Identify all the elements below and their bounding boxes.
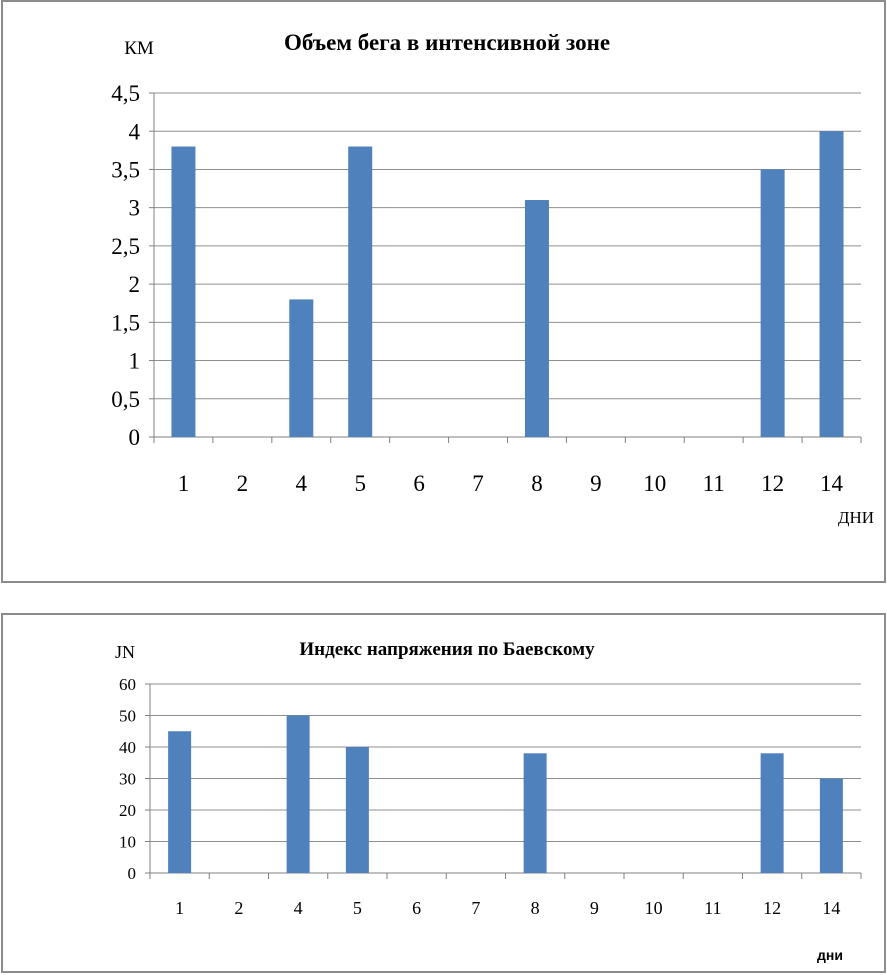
bar-day-1 [168,731,191,873]
y-tick-label: 4 [128,119,140,145]
y-axis-label: КМ [124,38,154,59]
bar-day-14 [820,131,844,437]
x-tick-label: 4 [293,898,303,918]
x-tick-label: 11 [704,898,722,918]
x-tick-label: 7 [471,898,481,918]
bar-day-5 [346,747,369,873]
running-volume-chart-plot [3,2,886,583]
x-axis-label: дни [817,947,843,963]
y-tick-label: 50 [119,706,136,726]
bar-day-1 [171,147,195,437]
bar-day-8 [524,753,547,873]
x-tick-label: 12 [761,471,785,496]
x-tick-label: 10 [644,898,663,918]
x-tick-label: 10 [643,471,667,496]
x-tick-label: 1 [175,898,185,918]
x-axis-label: ДНИ [837,508,875,527]
chart-title: Индекс напряжения по Баевскому [299,639,595,660]
bar-day-14 [820,779,843,874]
x-tick-label: 11 [702,471,725,496]
y-tick-label: 0 [127,863,136,883]
bar-day-4 [289,299,313,437]
baevsky-index-chart [1,613,886,973]
x-tick-label: 1 [177,471,190,496]
x-tick-label: 7 [472,471,484,496]
x-tick-label: 12 [763,898,782,918]
chart-title: Объем бега в интенсивной зоне [283,30,611,55]
x-tick-label: 2 [236,471,249,496]
y-tick-label: 4,5 [111,81,140,107]
y-tick-label: 0 [128,425,140,451]
y-tick-label: 3 [128,195,140,221]
x-tick-label: 9 [589,898,599,918]
y-tick-label: 1,5 [111,310,140,336]
y-tick-label: 40 [119,737,136,757]
x-tick-label: 4 [295,471,308,496]
y-tick-label: 0,5 [111,386,140,412]
x-tick-label: 14 [822,898,841,918]
running-volume-chart [1,0,886,583]
baevsky-index-chart-plot [3,615,886,973]
y-tick-label: 10 [119,832,136,852]
y-axis-label: JN [114,642,136,662]
x-tick-label: 5 [352,898,362,918]
y-tick-label: 30 [119,769,136,789]
y-tick-label: 60 [119,674,136,694]
y-tick-label: 1 [128,348,140,374]
x-tick-label: 5 [354,471,366,496]
bar-day-12 [761,753,784,873]
x-tick-label: 14 [820,471,844,496]
bar-day-12 [761,169,785,437]
x-tick-label: 2 [234,898,244,918]
bar-day-8 [525,200,549,437]
x-tick-label: 9 [590,471,602,496]
bar-day-4 [287,716,310,874]
x-tick-label: 6 [413,471,425,496]
x-tick-label: 6 [412,898,422,918]
y-tick-label: 20 [119,800,136,820]
y-tick-label: 2,5 [111,233,140,259]
bar-day-5 [348,147,372,437]
y-tick-label: 3,5 [111,157,140,183]
x-tick-label: 8 [530,898,540,918]
y-tick-label: 2 [128,272,140,298]
x-tick-label: 8 [531,471,543,496]
